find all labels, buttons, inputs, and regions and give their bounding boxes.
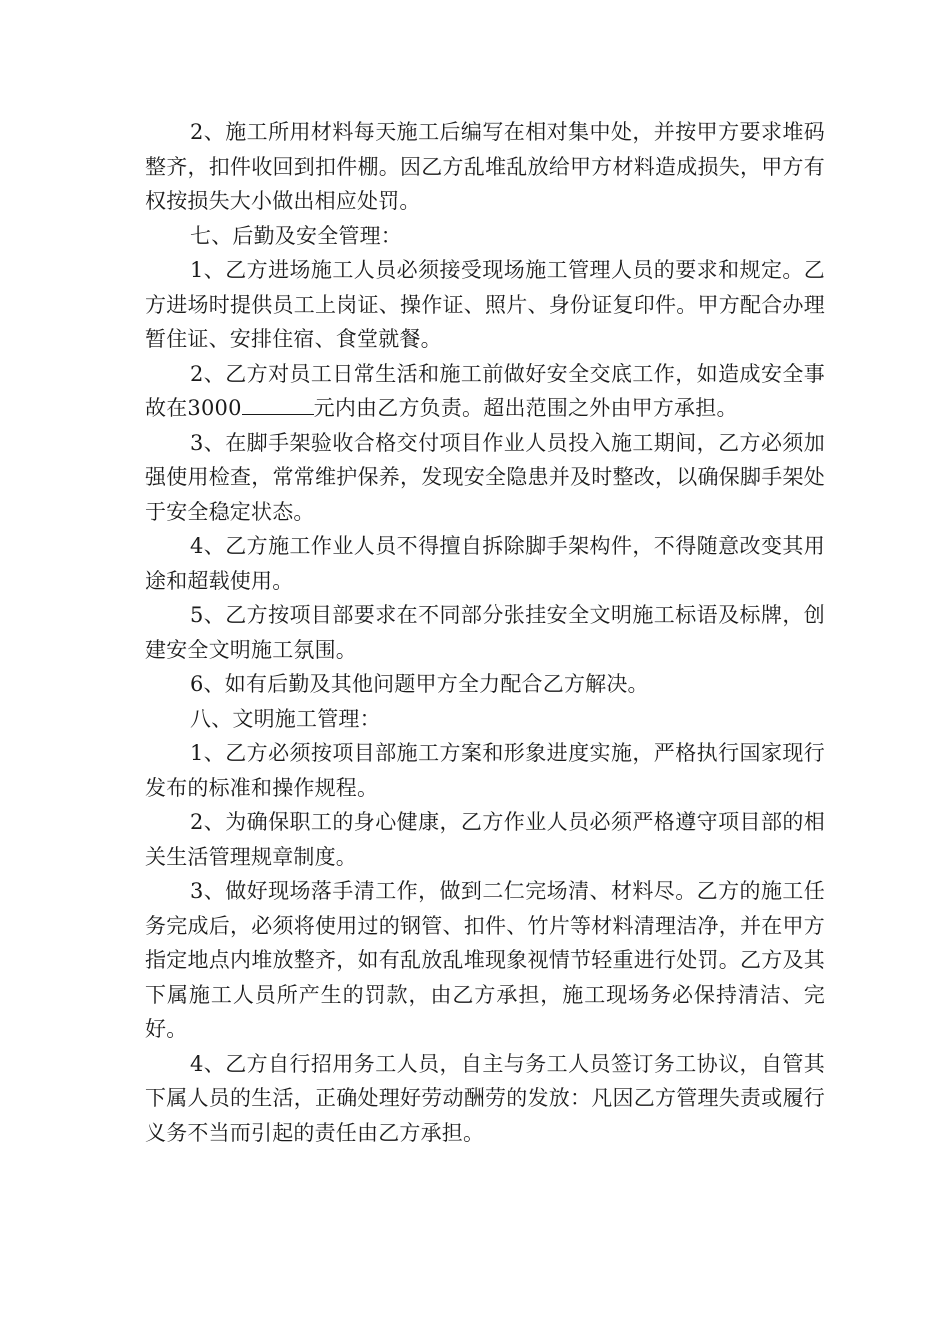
safety-text-after: 元内由乙方负责。超出范围之外由甲方承担。: [313, 396, 738, 420]
section-heading-civilized-construction: 八、文明施工管理：: [190, 706, 381, 731]
paragraph-worker-health: 2、为确保职工的身心健康，乙方作业人员必须严格遵守项目部的相关生活管理规章制度。: [145, 810, 825, 869]
paragraph-safety-signage: 5、乙方按项目部要求在不同部分张挂安全文明施工标语及标牌，创建安全文明施工氛围。: [145, 603, 825, 662]
liability-amount: 3000: [187, 396, 242, 420]
paragraph-site-personnel: 1、乙方进场施工人员必须接受现场施工管理人员的要求和规定。乙方进场时提供员工上岗证、操作证、照片、身份证复印件。甲方配合办理暂住证、安排住宿、食堂就餐。: [145, 258, 825, 351]
section-heading-logistics-safety: 七、后勤及安全管理：: [190, 223, 402, 248]
fill-in-blank-line: [242, 392, 314, 415]
paragraph-scaffold-inspection: 3、在脚手架验收合格交付项目作业人员投入施工期间，乙方必须加强使用检查，常常维护保养，发现安全隐患并及时整改，以确保脚手架处于安全稳定状态。: [145, 430, 825, 524]
document-page: [145, 115, 825, 1150]
paragraph-construction-plan: 1、乙方必须按项目部施工方案和形象进度实施，严格执行国家现行发布的标准和操作规程。: [145, 741, 825, 800]
safety-text-before: 2、乙方对员工日常生活和施工前做好安全交底工作，如造成安全事故在: [145, 361, 825, 420]
paragraph-safety-briefing: [145, 357, 825, 426]
paragraph-logistics-support: 6、如有后勤及其他问题甲方全力配合乙方解决。: [190, 672, 649, 696]
paragraph-labor-hiring: 4、乙方自行招用务工人员，自主与务工人员签订务工协议，自管其下属人员的生活，正确处理好劳动酬劳的发放：凡因乙方管理失责或履行义务不当而引起的责任由乙方承担。: [145, 1051, 825, 1145]
paragraph-scaffold-components: 4、乙方施工作业人员不得擅自拆除脚手架构件，不得随意改变其用途和超载使用。: [145, 534, 825, 593]
paragraph-materials-stacking: 2、施工所用材料每天施工后编写在相对集中处，并按甲方要求堆码整齐，扣件收回到扣件棚。因乙方乱堆乱放给甲方材料造成损失，甲方有权按损失大小做出相应处罚。: [145, 120, 825, 213]
paragraph-site-cleanup: 3、做好现场落手清工作，做到二仁完场清、材料尽。乙方的施工任务完成后，必须将使用过的钢管、扣件、竹片等材料清理洁净，并在甲方指定地点内堆放整齐，如有乱放乱堆现象视情节轻重进行处罚。乙方及其下属施工人员所产生的罚款，由乙方承担，施工现场务必保持清洁、完好。: [145, 879, 825, 1041]
